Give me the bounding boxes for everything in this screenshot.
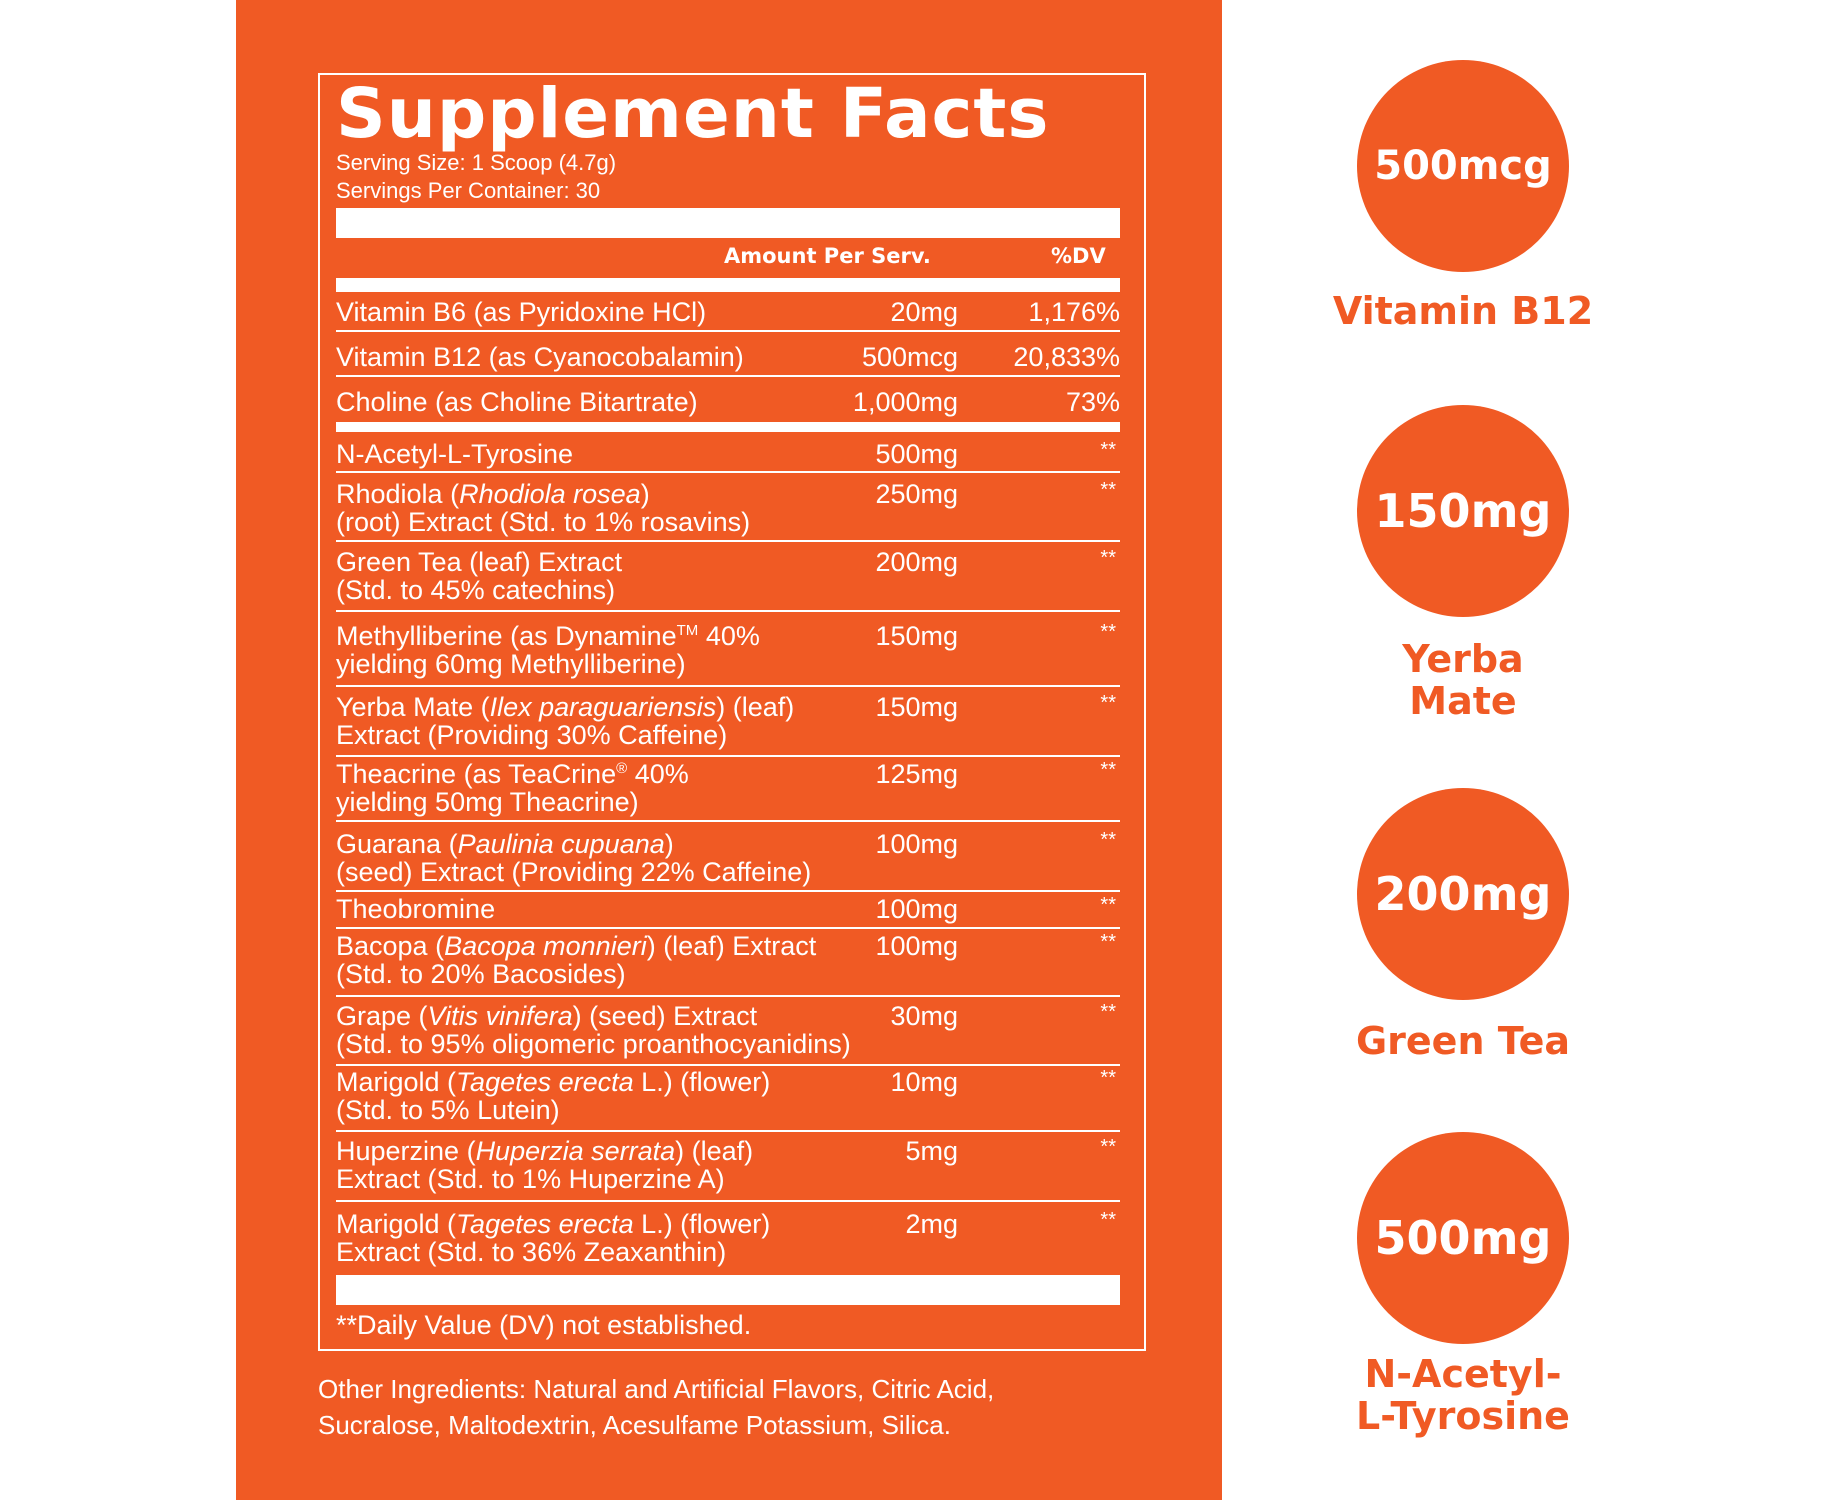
ingredient-amount: 200mg (875, 547, 958, 577)
row-separator (336, 375, 1120, 377)
ingredient-dv: ** (1100, 621, 1116, 643)
badge-label: Green Tea (1355, 1019, 1571, 1063)
ingredient-dv: 73% (1065, 387, 1120, 417)
row-separator (336, 1064, 1120, 1066)
row-separator (336, 927, 1120, 929)
row-separator (336, 422, 1120, 432)
ingredient-dv: ** (1100, 1067, 1116, 1089)
badge-label: Yerba Mate (1402, 637, 1524, 723)
ingredient-dv: ** (1100, 479, 1116, 501)
ingredient-name: Bacopa (Bacopa monnieri) (leaf) Extract (Std. to 20% Bacosides) (336, 931, 817, 989)
ingredient-name: Rhodiola (Rhodiola rosea) (root) Extract (Std. to 1% rosavins) (336, 479, 751, 537)
ingredient-amount: 100mg (875, 931, 958, 961)
ingredient-name: Yerba Mate (Ilex paraguariensis) (leaf) Extract (Providing 30% Caffeine) (336, 692, 795, 750)
servings-per-container: Servings Per Container: 30 (336, 178, 601, 203)
other-ingredients-line1: Other Ingredients: Natural and Artificial Flavors, Citric Acid, (318, 1374, 995, 1404)
ingredient-name: Marigold (Tagetes erecta L.) (flower) (Std. to 5% Lutein) (336, 1067, 771, 1125)
ingredient-amount: 100mg (875, 894, 958, 924)
row-separator (336, 330, 1120, 332)
row-separator (336, 820, 1120, 822)
ingredient-name: Grape (Vitis vinifera) (seed) Extract (Std. to 95% oligomeric proanthocyanidins) (336, 1001, 851, 1059)
ingredient-name: Guarana (Paulinia cupuana) (seed) Extract (Providing 22% Caffeine) (336, 829, 812, 887)
badge-label: Vitamin B12 (1332, 289, 1594, 333)
dose-badge (1356, 1132, 1570, 1344)
ingredient-dv: 20,833% (1013, 342, 1120, 372)
dose-badge (1356, 405, 1570, 617)
ingredient-dv: ** (1100, 829, 1116, 851)
ingredient-name: Choline (as Choline Bitartrate) (336, 387, 698, 417)
ingredient-name: Theobromine (336, 894, 496, 924)
ingredient-amount: 30mg (890, 1001, 958, 1031)
ingredient-amount: 500mg (875, 439, 958, 469)
header-bottom-bar (336, 278, 1120, 292)
ingredient-amount: 2mg (905, 1209, 958, 1239)
dose-badge (1356, 788, 1570, 1000)
badge-label: N-Acetyl- L-Tyrosine (1356, 1352, 1570, 1438)
row-separator (336, 471, 1120, 473)
badge-circle-value: 200mg (1357, 788, 1569, 1000)
row-separator (336, 755, 1120, 757)
row-separator (336, 610, 1120, 612)
ingredient-dv: ** (1100, 692, 1116, 714)
facts-title: Supplement Facts (336, 74, 1050, 154)
row-separator (336, 995, 1120, 997)
ingredient-amount: 100mg (875, 829, 958, 859)
ingredient-dv: ** (1100, 1136, 1116, 1158)
ingredient-amount: 5mg (905, 1136, 958, 1166)
row-separator (336, 1130, 1120, 1132)
row-separator (336, 890, 1120, 892)
footer-thick-bar (336, 1275, 1120, 1305)
badge-circle-value: 500mg (1357, 1132, 1569, 1344)
ingredient-dv: ** (1100, 1001, 1116, 1023)
ingredient-amount: 500mcg (861, 342, 958, 372)
ingredient-dv: ** (1100, 439, 1116, 461)
col-dv-header: %DV (1051, 244, 1106, 268)
ingredient-amount: 250mg (875, 479, 958, 509)
ingredient-name: Huperzine (Huperzia serrata) (leaf) Extract (Std. to 1% Huperzine A) (336, 1136, 754, 1194)
serving-size: Serving Size: 1 Scoop (4.7g) (336, 150, 617, 175)
header-thick-bar (336, 208, 1120, 238)
row-separator (336, 1200, 1120, 1202)
ingredient-name: Methylliberine (as Dynamine™ 40% yielding 60mg Methylliberine) (336, 621, 760, 679)
ingredient-dv: ** (1100, 547, 1116, 569)
badge-circle-value: 500mcg (1357, 60, 1569, 272)
ingredient-name: Marigold (Tagetes erecta L.) (flower) Extract (Std. to 36% Zeaxanthin) (336, 1209, 771, 1267)
ingredient-dv: 1,176% (1028, 297, 1120, 327)
ingredient-name: Theacrine (as TeaCrine® 40% yielding 50mg Theacrine) (336, 759, 689, 817)
badge-circle-value: 150mg (1357, 405, 1569, 617)
ingredient-name: Vitamin B6 (as Pyridoxine HCl) (336, 297, 707, 327)
dose-badge (1356, 60, 1570, 272)
other-ingredients-line2: Sucralose, Maltodextrin, Acesulfame Potassium, Silica. (318, 1410, 951, 1440)
ingredient-dv: ** (1100, 931, 1116, 953)
ingredient-dv: ** (1100, 894, 1116, 916)
row-separator (336, 685, 1120, 687)
ingredient-dv: ** (1100, 759, 1116, 781)
ingredient-name: Vitamin B12 (as Cyanocobalamin) (336, 342, 744, 372)
ingredient-amount: 150mg (875, 692, 958, 722)
row-separator (336, 540, 1120, 542)
col-amount-header: Amount Per Serv. (724, 244, 931, 268)
ingredient-dv: ** (1100, 1209, 1116, 1231)
ingredient-amount: 20mg (890, 297, 958, 327)
ingredient-amount: 150mg (875, 621, 958, 651)
ingredient-amount: 10mg (890, 1067, 958, 1097)
ingredient-amount: 125mg (875, 759, 958, 789)
ingredient-name: N-Acetyl-L-Tyrosine (336, 439, 574, 469)
dv-footnote: **Daily Value (DV) not established. (336, 1310, 752, 1340)
ingredient-name: Green Tea (leaf) Extract (Std. to 45% catechins) (336, 547, 623, 605)
ingredient-amount: 1,000mg (852, 387, 958, 417)
